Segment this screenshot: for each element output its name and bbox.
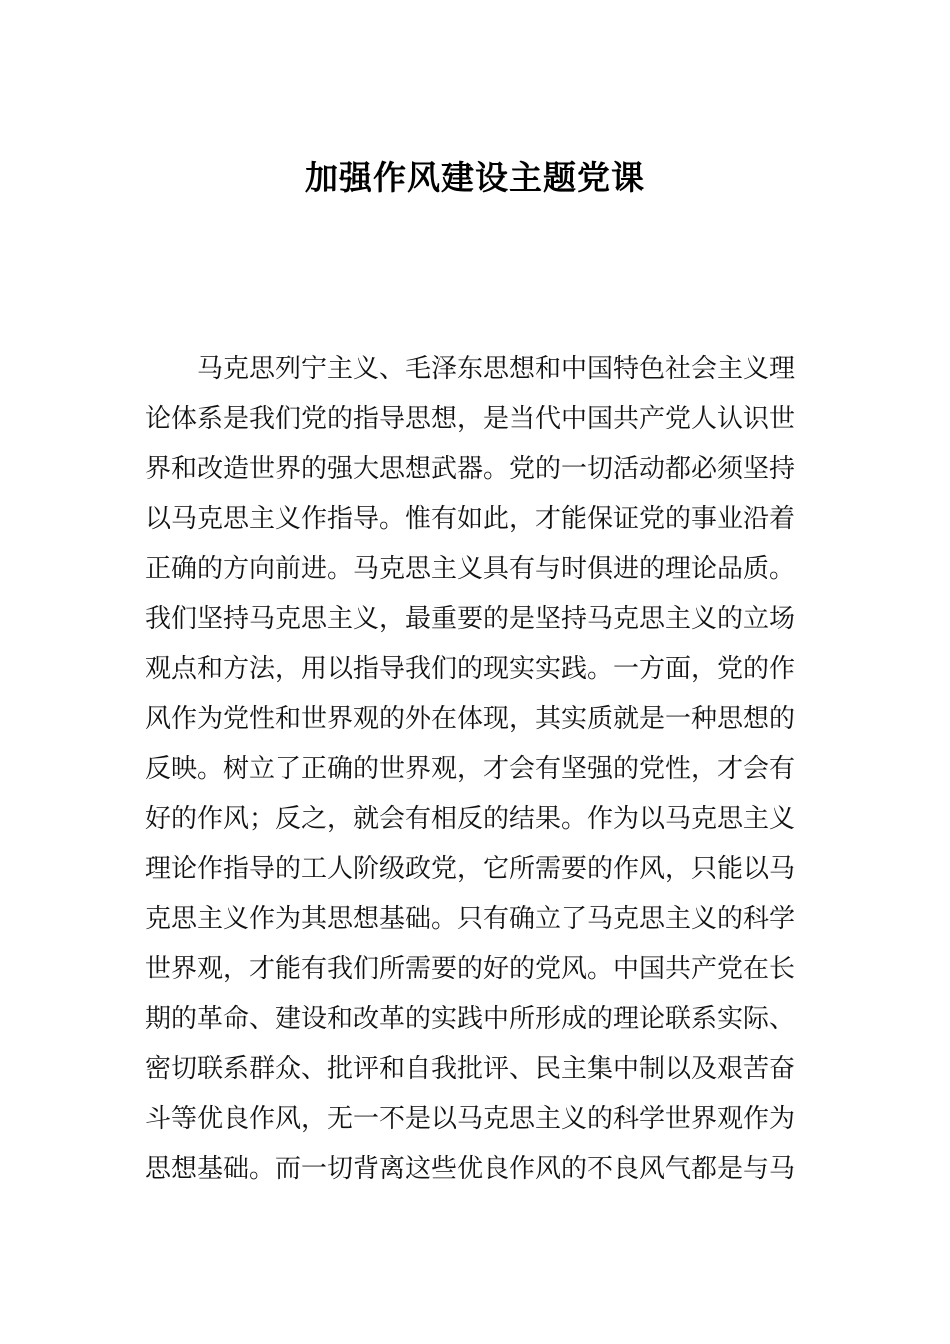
paragraph-line: 界和改造世界的强大思想武器。党的一切活动都必须坚持 <box>145 454 796 484</box>
document-title: 加强作风建设主题党课 <box>305 158 645 197</box>
paragraph-line: 好的作风；反之，就会有相反的结果。作为以马克思主义 <box>145 804 796 834</box>
paragraph-line: 思想基础。而一切背离这些优良作风的不良风气都是与马 <box>145 1154 796 1184</box>
paragraph-line: 正确的方向前进。马克思主义具有与时俱进的理论品质。 <box>145 554 796 584</box>
paragraph-line: 风作为党性和世界观的外在体现，其实质就是一种思想的 <box>145 704 796 734</box>
paragraph-line: 世界观，才能有我们所需要的好的党风。中国共产党在长 <box>145 954 796 984</box>
paragraph-line: 我们坚持马克思主义，最重要的是坚持马克思主义的立场 <box>145 604 796 634</box>
paragraph-line: 斗等优良作风，无一不是以马克思主义的科学世界观作为 <box>145 1104 796 1134</box>
paragraph-line: 克思主义作为其思想基础。只有确立了马克思主义的科学 <box>145 904 796 934</box>
paragraph-line: 密切联系群众、批评和自我批评、民主集中制以及艰苦奋 <box>145 1054 796 1084</box>
paragraph-line: 以马克思主义作指导。惟有如此，才能保证党的事业沿着 <box>145 504 796 534</box>
paragraph-line: 期的革命、建设和改革的实践中所形成的理论联系实际、 <box>145 1004 796 1034</box>
paragraph-line: 马克思列宁主义、毛泽东思想和中国特色社会主义理 <box>197 354 796 384</box>
body-paragraph <box>145 344 810 1194</box>
paragraph-line: 观点和方法，用以指导我们的现实实践。一方面，党的作 <box>145 654 796 684</box>
paragraph-line: 论体系是我们党的指导思想，是当代中国共产党人认识世 <box>145 404 796 434</box>
paragraph-line: 反映。树立了正确的世界观，才会有坚强的党性，才会有 <box>145 754 796 784</box>
paragraph-line: 理论作指导的工人阶级政党，它所需要的作风，只能以马 <box>145 854 796 884</box>
